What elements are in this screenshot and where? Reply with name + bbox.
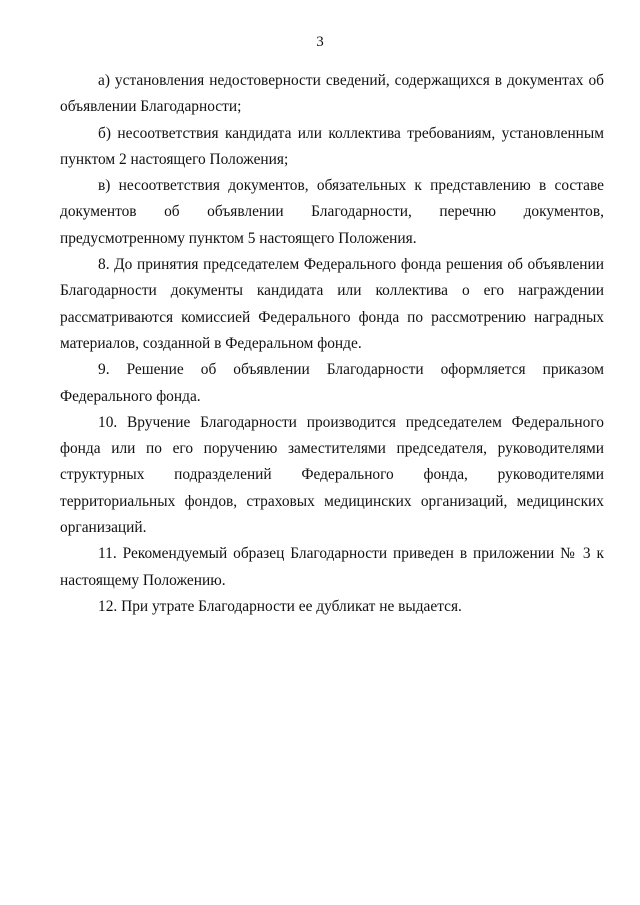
paragraph-v: в) несоответствия документов, обязательных к представлению в составе документов об объявлении Благодарности, перечню документов, предусмотренному пунктом 5 настоящего Положения.: [60, 177, 604, 247]
paragraph-b: б) несоответствия кандидата или коллектива требованиям, установленным пунктом 2 настоящего Положения;: [60, 124, 604, 168]
document-body: [60, 68, 604, 620]
paragraph-12: 12. При утрате Благодарности ее дубликат не выдается.: [98, 597, 462, 615]
page-number: 3: [316, 34, 324, 50]
paragraph-a: а) установления недостоверности сведений, содержащихся в документах об объявлении Благодарности;: [60, 72, 604, 116]
paragraph-8: 8. До принятия председателем Федерального фонда решения об объявлении Благодарности документы кандидата или коллектива о его награждении рассматриваются комиссией Федерального фонда по рассмотрению наградных материалов, созданной в Федеральном фонде.: [60, 256, 604, 352]
paragraph-11: 11. Рекомендуемый образец Благодарности приведен в приложении № 3 к настоящему Положению.: [60, 545, 604, 589]
paragraph-10: 10. Вручение Благодарности производится председателем Федерального фонда или по его поручению заместителями председателя, руководителями структурных подразделений Федерального фонда, руководителями территориальных фондов, страховых медицинских организаций, медицинских организаций.: [60, 413, 604, 537]
paragraph-9: 9. Решение об объявлении Благодарности оформляется приказом Федерального фонда.: [60, 361, 604, 405]
